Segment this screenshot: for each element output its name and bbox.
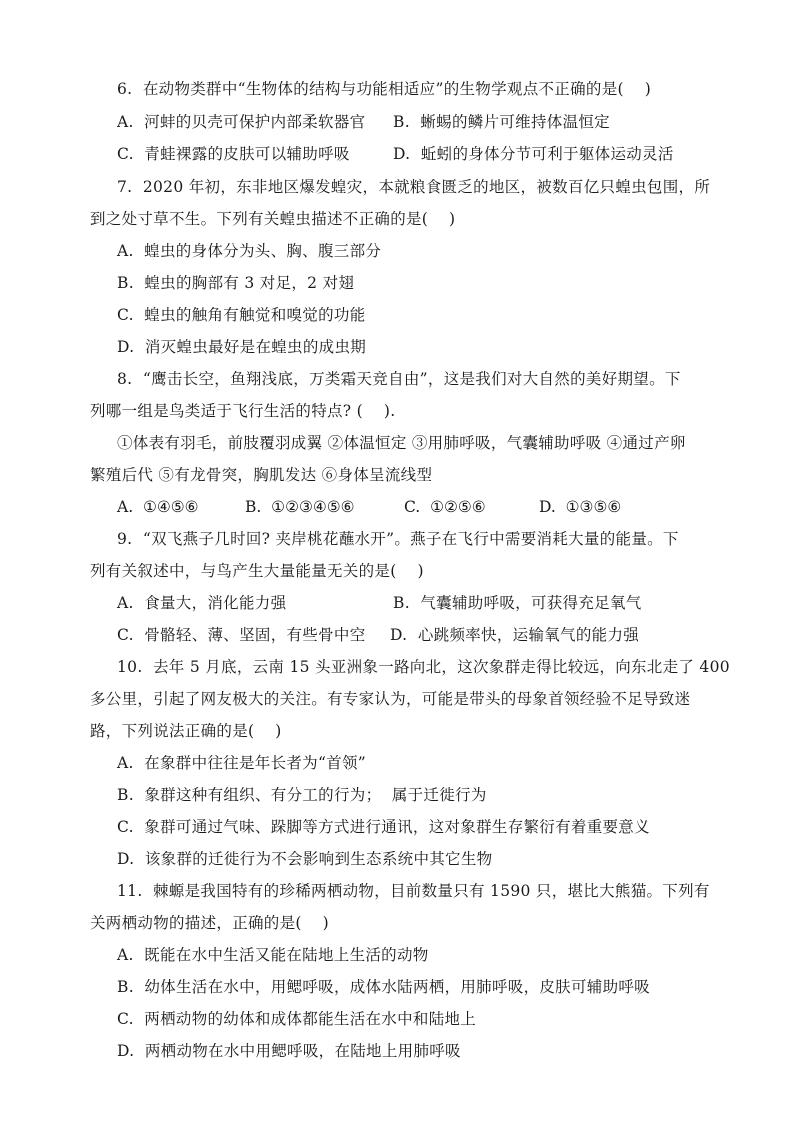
question-8-stem-line-1: 8. “鹰击长空，鱼翔浅底，万类霜天竞自由”，这是我们对大自然的美好期望。下 — [117, 370, 681, 388]
question-9-option-c: C. 骨骼轻、薄、坚固，有些骨中空 — [117, 626, 366, 644]
question-10-option-b: B. 象群这种有组织、有分工的行为； 属于迁徙行为 — [117, 786, 487, 804]
question-10-stem-line-1: 10. 去年 5 月底，云南 15 头亚洲象一路向北，这次象群走得比较远，向东北走了 400 — [117, 658, 730, 676]
question-7-option-c: C. 蝗虫的触角有触觉和嗅觉的功能 — [117, 306, 366, 324]
question-11-option-d: D. 两栖动物在水中用鳃呼吸，在陆地上用肺呼吸 — [117, 1042, 461, 1060]
question-7-option-d: D. 消灭蝗虫最好是在蝗虫的成虫期 — [117, 338, 367, 356]
question-11-option-c: C. 两栖动物的幼体和成体都能生活在水中和陆地上 — [117, 1010, 477, 1028]
question-11-stem-line-2: 关两栖动物的描述，正确的是( ) — [90, 914, 330, 932]
question-10-option-c: C. 象群可通过气味、跺脚等方式进行通讯，这对象群生存繁衍有着重要意义 — [117, 818, 650, 836]
question-11-option-b: B. 幼体生活在水中，用鳃呼吸，成体水陆两栖，用肺呼吸，皮肤可辅助呼吸 — [117, 978, 650, 996]
question-10-option-a: A. 在象群中往往是年长者为“首领” — [117, 754, 367, 772]
question-8-stem-line-2: 列哪一组是鸟类适于飞行生活的特点? ( ). — [90, 402, 396, 420]
question-7-option-b: B. 蝗虫的胸部有 3 对足，2 对翅 — [117, 274, 355, 292]
question-7-stem-line-2: 到之处寸草不生。下列有关蝗虫描述不正确的是( ) — [90, 210, 456, 228]
question-10-stem-line-2: 多公里，引起了网友极大的关注。有专家认为，可能是带头的母象首领经验不足导致迷 — [90, 690, 691, 708]
question-9-option-d: D. 心跳频率快，运输氧气的能力强 — [390, 626, 640, 644]
question-6-stem: 6. 在动物类群中“生物体的结构与功能相适应”的生物学观点不正确的是( ) — [117, 80, 652, 98]
question-9-option-b: B. 气囊辅助呼吸，可获得充足氧气 — [393, 594, 642, 612]
question-8-stem-line-4: 繁殖后代 ⑤有龙骨突，胸肌发达 ⑥身体呈流线型 — [90, 466, 433, 484]
question-7-option-a: A. 蝗虫的身体分为头、胸、腹三部分 — [117, 242, 382, 260]
question-10-stem-line-3: 路，下列说法正确的是( ) — [90, 722, 282, 740]
question-9-option-a: A. 食量大，消化能力强 — [117, 594, 287, 612]
question-8-option-c: C. ①②⑤⑥ — [404, 498, 486, 516]
question-9-stem-line-1: 9. “双飞燕子几时回? 夹岸桃花蘸水开”。燕子在飞行中需要消耗大量的能量。下 — [117, 530, 679, 548]
question-6-option-b: B. 蜥蜴的鳞片可维持体温恒定 — [393, 113, 610, 131]
question-6-option-d: D. 蚯蚓的身体分节可利于躯体运动灵活 — [393, 145, 674, 163]
question-6-option-a: A. 河蚌的贝壳可保护内部柔软器官 — [117, 113, 366, 131]
question-9-stem-line-2: 列有关叙述中，与鸟产生大量能量无关的是( ) — [90, 562, 424, 580]
question-8-option-d: D. ①③⑤⑥ — [539, 498, 622, 516]
question-10-option-d: D. 该象群的迁徙行为不会影响到生态系统中其它生物 — [117, 850, 493, 868]
question-8-option-b: B. ①②③④⑤⑥ — [245, 498, 355, 516]
question-6-option-c: C. 青蛙裸露的皮肤可以辅助呼吸 — [117, 145, 350, 163]
question-11-option-a: A. 既能在水中生活又能在陆地上生活的动物 — [117, 946, 429, 964]
question-8-stem-line-3: ①体表有羽毛，前肢覆羽成翼 ②体温恒定 ③用肺呼吸，气囊辅助呼吸 ④通过产卵 — [117, 434, 686, 452]
question-11-stem-line-1: 11. 棘螈是我国特有的珍稀两栖动物，目前数量只有 1590 只，堪比大熊猫。下列有 — [117, 882, 710, 900]
question-8-option-a: A. ①④⑤⑥ — [117, 498, 199, 516]
question-7-stem-line-1: 7. 2020 年初，东非地区爆发蝗灾，本就粮食匮乏的地区，被数百亿只蝗虫包围，所 — [117, 178, 711, 196]
